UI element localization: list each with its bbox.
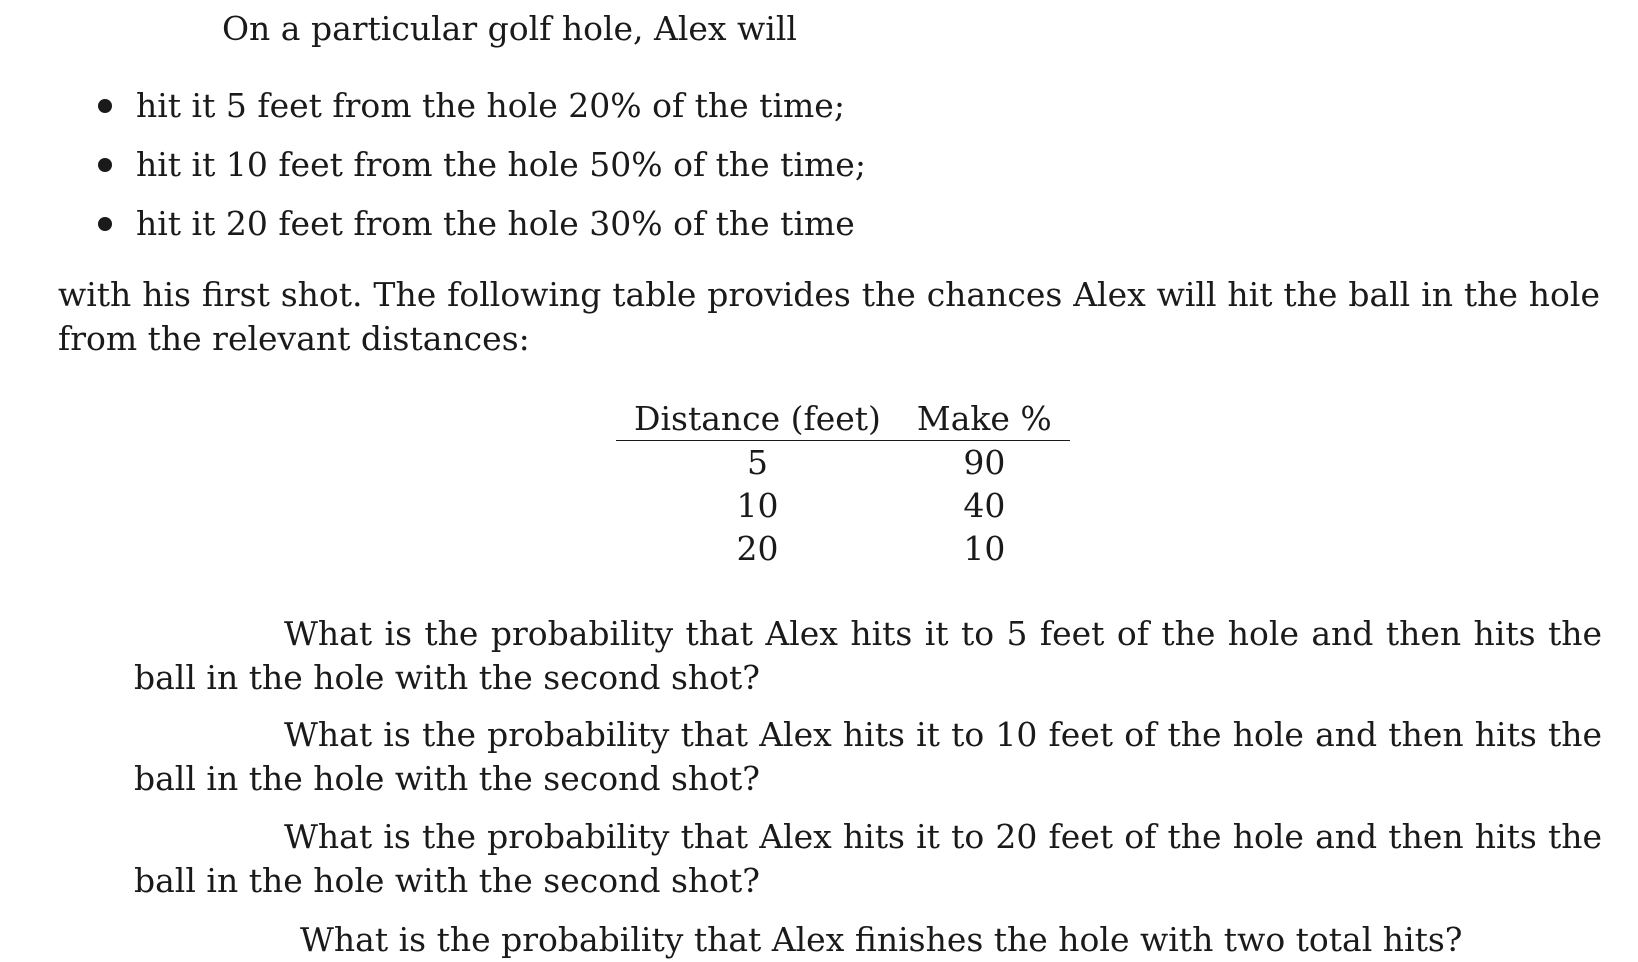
column-header-distance: Distance (feet): [616, 396, 899, 441]
list-item: [98, 143, 866, 202]
bullet-icon: [98, 99, 112, 113]
list-item: [98, 84, 866, 143]
table-cell-make: 90: [963, 443, 1006, 482]
table-cell-make: 40: [963, 486, 1006, 525]
table-cell-make: 10: [963, 529, 1006, 568]
table-cell-distance: 10: [736, 486, 779, 525]
make-percentage-table: [616, 396, 1070, 570]
shot-distance-list: [98, 84, 866, 261]
table-cell-distance: 5: [746, 443, 768, 482]
table-row: [616, 527, 1070, 570]
list-item: [98, 202, 866, 261]
table-intro-paragraph: with his first shot. The following table provides the chances Alex will hit the ball in the hole from the relevant distances:: [58, 275, 1600, 358]
question-2: What is the probability that Alex hits it to 10 feet of the hole and then hits the ball in the hole with the second shot?: [134, 715, 1602, 798]
list-item-text: hit it 10 feet from the hole 50% of the time;: [136, 145, 866, 184]
bullet-icon: [98, 158, 112, 172]
table-row: [616, 441, 1070, 485]
list-item-text: hit it 5 feet from the hole 20% of the time;: [136, 86, 845, 125]
table-cell-distance: 20: [736, 529, 779, 568]
intro-text: On a particular golf hole, Alex will: [222, 9, 797, 48]
column-header-make: Make %: [899, 396, 1070, 441]
table-header-row: [616, 396, 1070, 441]
question-1: What is the probability that Alex hits it to 5 feet of the hole and then hits the ball in the hole with the second shot?: [134, 614, 1602, 697]
question-4: What is the probability that Alex finishes the hole with two total hits?: [300, 920, 1463, 959]
bullet-icon: [98, 217, 112, 231]
question-3: What is the probability that Alex hits it to 20 feet of the hole and then hits the ball in the hole with the second shot?: [134, 817, 1602, 900]
list-item-text: hit it 20 feet from the hole 30% of the time: [136, 204, 855, 243]
table-row: [616, 484, 1070, 527]
